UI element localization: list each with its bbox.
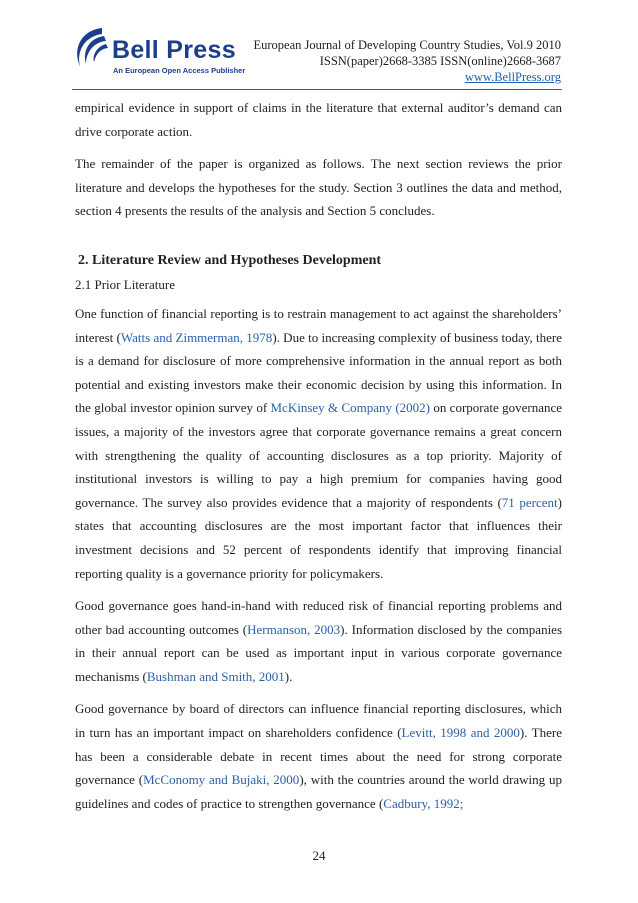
page-header — [0, 0, 638, 92]
journal-website-link[interactable]: www.BellPress.org — [464, 70, 561, 84]
publisher-name: Bell Press — [112, 36, 236, 64]
subsection-heading: 2.1 Prior Literature — [75, 276, 175, 292]
section-heading: 2. Literature Review and Hypotheses Development — [78, 252, 382, 268]
journal-title: European Journal of Developing Country Studies, Vol.9 2010 — [253, 38, 561, 52]
citation-link[interactable]: McKinsey & Company (2002) — [270, 400, 430, 416]
header-divider — [72, 89, 562, 90]
publisher-tagline: An European Open Access Publisher — [113, 66, 246, 75]
citation-link[interactable]: McConomy and Bujaki, 2000 — [143, 772, 300, 788]
paragraph-good-governance: Good governance goes hand-in-hand with reduced risk of financial reporting problems and other bad accounting outcomes (Hermanson, 2003). Information disclosed by the companies in their annual report can be used as important input in various corporate governance mechanisms (Bushman and Smith, 2001). — [75, 598, 563, 684]
journal-issn: ISSN(paper)2668-3385 ISSN(online)2668-3687 — [319, 54, 561, 68]
citation-link[interactable]: Bushman and Smith, 2001 — [146, 668, 285, 684]
journal-info — [254, 37, 562, 85]
paragraph-financial-reporting: One function of financial reporting is to restrain management to act against the shareholders’ interest (Watts and Zimmerman, 1978). Due to increasing complexity of business today, there is a demand for disclosure of more comprehensive information in the annual report as both potential and existing investors make their economic decision by using this information. In the global investor opinion survey of McKinsey & Company (2002) on corporate governance issues, a majority of the investors agree that corporate governance remains a great concern with strengthening the quality of accounting disclosures as a top priority. Majority of institutional investors is willing to pay a high premium for companies having good governance. The survey also provides evidence that a majority of respondents (71 percent) states that accounting disclosures are the most important factor that influences their investment decisions and 52 percent of respondents identify that improving financial reporting quality is a governance priority for policymakers. — [75, 305, 563, 581]
paragraph-outline: The remainder of the paper is organized as follows. The next section reviews the prior literature and develops the hypotheses for the study. Section 3 outlines the data and method, section 4 presents the results of the analysis and Section 5 concludes. — [75, 156, 562, 219]
bell-press-logo — [72, 22, 246, 82]
citation-link[interactable]: 71 percent — [501, 494, 558, 510]
citation-link[interactable]: Cadbury, 1992; — [383, 795, 464, 811]
citation-link[interactable]: Levitt, 1998 and 2000 — [401, 725, 520, 741]
page-number: 24 — [312, 848, 326, 863]
paragraph-intro-end: empirical evidence in support of claims in the literature that external auditor’s demand can drive corporate action. — [75, 100, 562, 139]
page-body — [75, 96, 562, 815]
paragraph-board-governance: Good governance by board of directors can influence financial reporting disclosures, which in turn has an important impact on shareholders confidence (Levitt, 1998 and 2000). There has been a considerable debate in recent times about the need for strong corporate governance (McConomy and Bujaki, 2000), with the countries around the world drawing up guidelines and codes of practice to strengthen governance (Cadbury, 1992; — [75, 701, 562, 811]
logo-swoosh-icon — [72, 22, 116, 80]
citation-link[interactable]: Watts and Zimmerman, 1978 — [120, 329, 273, 345]
citation-link[interactable]: Hermanson, 2003 — [247, 621, 341, 637]
